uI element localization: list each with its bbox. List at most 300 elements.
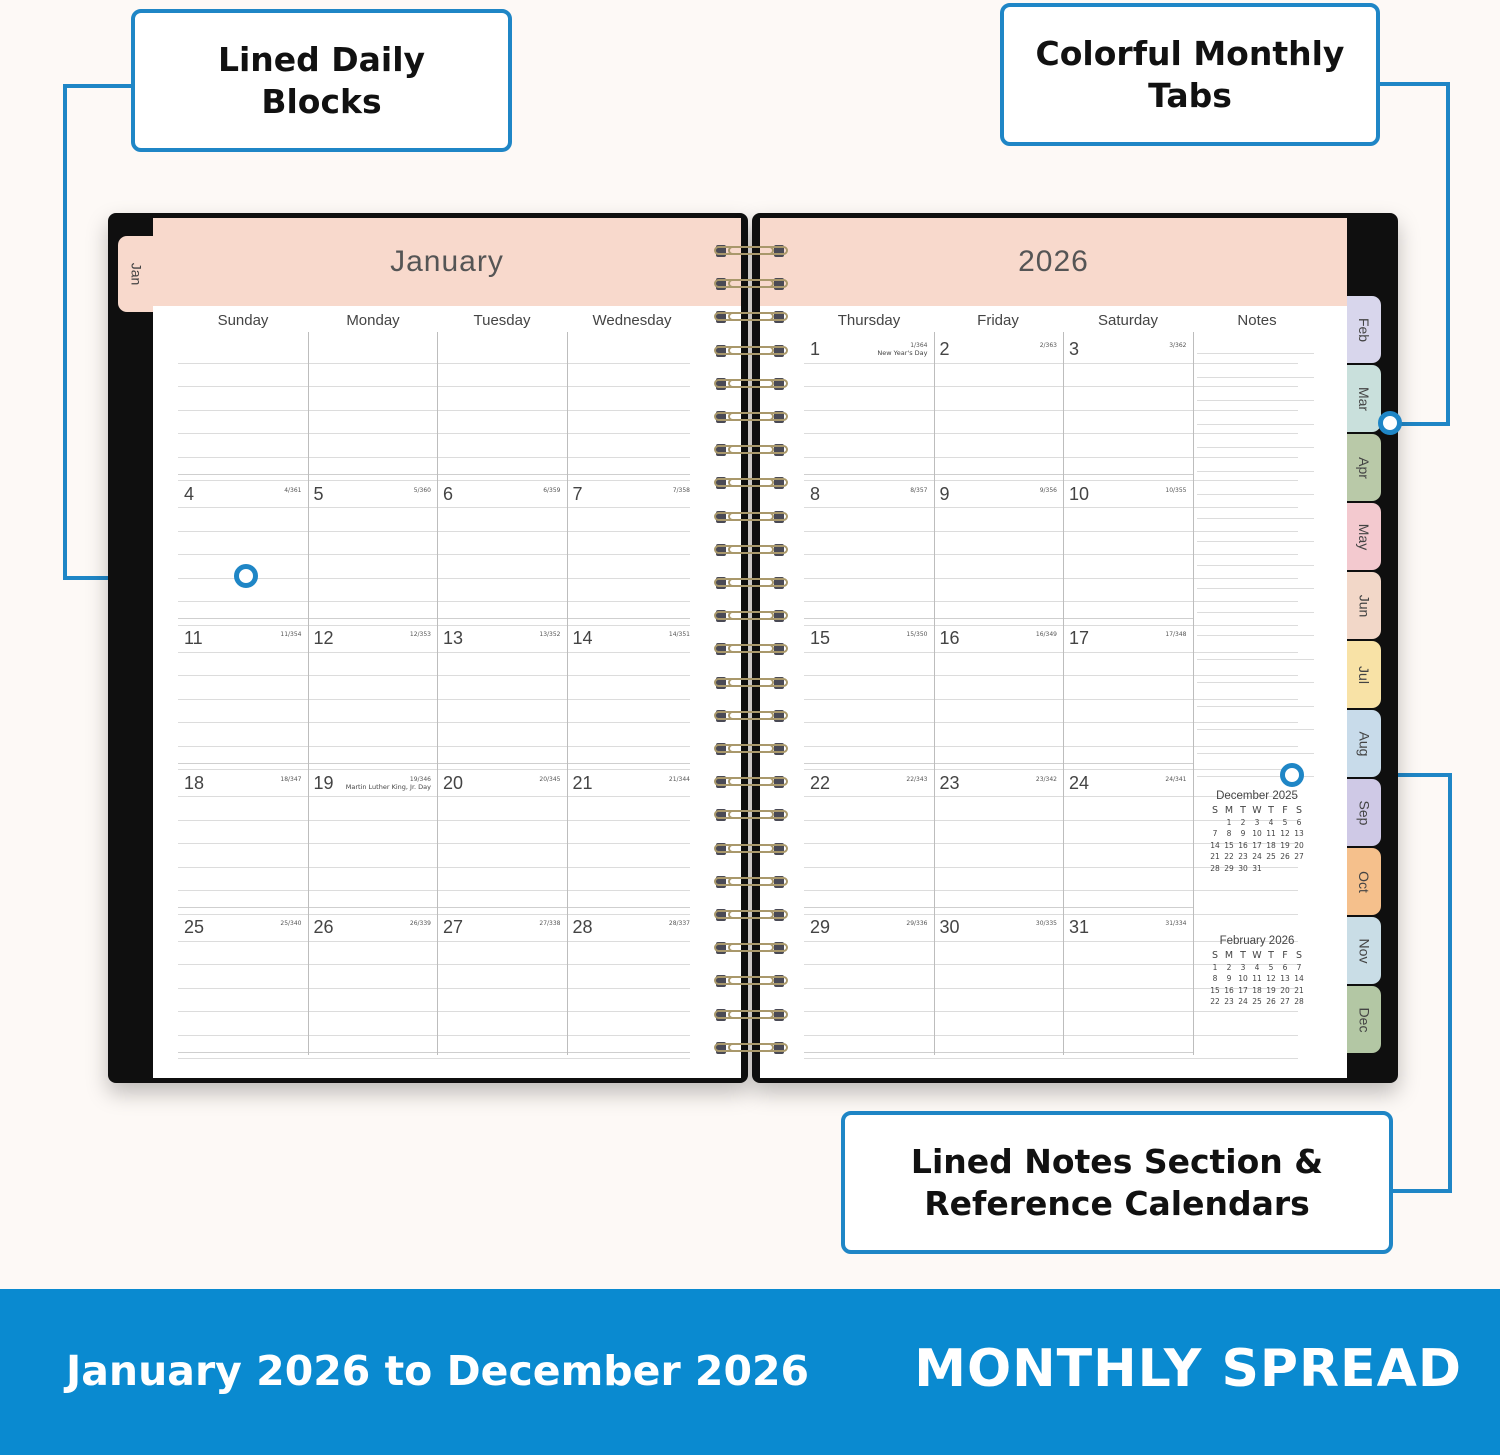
ref-day: 3 bbox=[1240, 962, 1246, 972]
tab-label: Sep bbox=[1355, 800, 1372, 825]
ref-day: 30 bbox=[1238, 863, 1248, 873]
spiral-coil bbox=[714, 642, 788, 656]
column-divider bbox=[1193, 332, 1194, 1055]
week-divider bbox=[804, 618, 1193, 619]
ruled-line bbox=[178, 433, 690, 434]
tab-jan[interactable] bbox=[118, 236, 154, 312]
dayname-tuesday: Tuesday bbox=[473, 312, 531, 329]
day-number: 30 bbox=[939, 917, 960, 937]
ref-weekday: M bbox=[1224, 805, 1234, 817]
callout-notes-section bbox=[841, 1111, 1393, 1254]
ruled-line bbox=[178, 410, 690, 411]
column-divider bbox=[1063, 332, 1064, 1055]
day-count: 14/351 bbox=[668, 631, 690, 638]
ruled-line bbox=[178, 722, 690, 723]
week-divider bbox=[804, 763, 1193, 764]
spiral-coil bbox=[714, 974, 788, 988]
ruled-line bbox=[804, 769, 1298, 770]
ref-weekday: T bbox=[1268, 950, 1274, 962]
day-count: 22/343 bbox=[906, 775, 928, 783]
spiral-coil bbox=[714, 808, 788, 822]
tab-jul[interactable] bbox=[1347, 641, 1381, 708]
tab-mar[interactable] bbox=[1347, 365, 1381, 432]
tab-label: Apr bbox=[1355, 456, 1372, 479]
day-number: 14 bbox=[572, 628, 593, 648]
callout-lined-daily-blocks-text: Lined Daily Blocks bbox=[217, 39, 426, 121]
tab-dec[interactable] bbox=[1347, 986, 1381, 1053]
ref-calendar-february-2026 bbox=[1200, 935, 1314, 1008]
ref-calendar-title: February 2026 bbox=[1219, 935, 1295, 947]
ref-day: 28 bbox=[1210, 863, 1220, 873]
banner-title: MONTHLY SPREAD bbox=[914, 1339, 1462, 1399]
notes-line bbox=[1197, 424, 1315, 425]
ruled-line bbox=[178, 796, 690, 797]
ref-day: 8 bbox=[1212, 974, 1218, 984]
ruled-line bbox=[804, 746, 1298, 747]
ref-day: 31 bbox=[1252, 863, 1262, 873]
column-divider bbox=[934, 332, 935, 1055]
ruled-line bbox=[178, 820, 690, 821]
connector-tabs-2 bbox=[1446, 82, 1450, 426]
dayname-sunday: Sunday bbox=[217, 312, 269, 329]
ref-day: 21 bbox=[1210, 852, 1220, 862]
notes-line bbox=[1197, 400, 1315, 401]
day-number: 31 bbox=[1069, 917, 1090, 937]
spiral-coil bbox=[714, 609, 788, 623]
ref-day: 2 bbox=[1240, 817, 1246, 827]
day-count: 20/345 bbox=[539, 775, 561, 783]
day-count: 12/353 bbox=[409, 631, 431, 638]
spiral-coil bbox=[714, 443, 788, 457]
ref-day: 2 bbox=[1226, 962, 1232, 972]
day-count: 31/334 bbox=[1165, 920, 1187, 927]
day-number: 15 bbox=[810, 628, 831, 648]
connector-notes-2 bbox=[1448, 773, 1452, 1193]
tab-label: Mar bbox=[1356, 386, 1372, 411]
ref-day: 9 bbox=[1226, 974, 1232, 984]
connector-daily-2 bbox=[63, 84, 67, 580]
notes-line bbox=[1197, 659, 1315, 660]
ref-day: 23 bbox=[1224, 997, 1234, 1007]
day-count: 13/352 bbox=[539, 631, 561, 638]
connector-tabs-3 bbox=[1398, 422, 1450, 426]
day-number: 18 bbox=[184, 772, 205, 793]
notes-line bbox=[1197, 612, 1315, 613]
spiral-coil bbox=[714, 543, 788, 557]
callout-dot-tabs bbox=[1378, 411, 1402, 435]
day-count: 28/337 bbox=[668, 920, 690, 927]
year-header bbox=[760, 218, 1347, 306]
ref-day: 16 bbox=[1238, 840, 1248, 850]
month-header bbox=[153, 218, 741, 306]
ref-weekday: S bbox=[1295, 950, 1303, 962]
ruled-line bbox=[804, 722, 1298, 723]
spiral-coil bbox=[714, 875, 788, 889]
dayname-friday: Friday bbox=[977, 312, 1019, 329]
day-count: 3/362 bbox=[1169, 342, 1187, 349]
spiral-coil bbox=[714, 775, 788, 789]
day-count: 18/347 bbox=[280, 775, 302, 783]
callout-monthly-tabs bbox=[1000, 3, 1380, 146]
ref-day: 12 bbox=[1280, 829, 1290, 839]
ruled-line bbox=[178, 531, 690, 532]
ref-day bbox=[1292, 863, 1306, 875]
spiral-coil bbox=[714, 908, 788, 922]
tab-oct[interactable] bbox=[1347, 848, 1381, 915]
day-number: 28 bbox=[572, 917, 593, 937]
ref-day: 5 bbox=[1268, 962, 1274, 972]
ruled-line bbox=[178, 769, 690, 770]
tab-label: Nov bbox=[1356, 938, 1372, 963]
dayname-monday: Monday bbox=[346, 312, 400, 329]
ref-day: 15 bbox=[1210, 985, 1220, 995]
day-number: 16 bbox=[939, 628, 960, 648]
day-count: 9/356 bbox=[1039, 486, 1057, 494]
ref-day: 19 bbox=[1266, 985, 1276, 995]
ruled-line bbox=[804, 625, 1298, 626]
ref-weekday: S bbox=[1211, 805, 1219, 817]
week-divider bbox=[804, 907, 1193, 908]
ruled-line bbox=[178, 941, 690, 942]
ref-day: 4 bbox=[1268, 817, 1274, 827]
tab-aug[interactable] bbox=[1347, 710, 1381, 777]
ref-weekday: W bbox=[1252, 805, 1262, 817]
ruled-line bbox=[804, 531, 1298, 532]
ruled-line bbox=[178, 480, 690, 481]
ruled-line bbox=[804, 1011, 1298, 1012]
column-divider bbox=[308, 332, 309, 1055]
ruled-line bbox=[178, 890, 690, 891]
day-number: 9 bbox=[939, 483, 950, 504]
day-number: 20 bbox=[443, 772, 464, 793]
ref-day: 19 bbox=[1280, 840, 1290, 850]
day-number: 12 bbox=[313, 628, 334, 648]
ref-day: 1 bbox=[1226, 817, 1232, 827]
day-count: 6/359 bbox=[543, 486, 561, 494]
spiral-coil bbox=[714, 1041, 788, 1055]
day-count: 4/361 bbox=[284, 486, 302, 494]
ref-day: 7 bbox=[1212, 829, 1218, 839]
ruled-line bbox=[804, 890, 1298, 891]
connector-tabs-1 bbox=[1378, 82, 1450, 86]
left-page bbox=[153, 218, 741, 1078]
callout-monthly-tabs-text: Colorful Monthly Tabs bbox=[1035, 33, 1345, 115]
ruled-line bbox=[178, 1035, 690, 1036]
ref-day: 20 bbox=[1280, 985, 1290, 995]
ref-day: 16 bbox=[1224, 985, 1234, 995]
tab-label: Jul bbox=[1356, 665, 1372, 684]
day-number: 27 bbox=[443, 917, 464, 937]
ruled-line bbox=[178, 363, 690, 364]
day-number: 25 bbox=[184, 917, 205, 937]
day-number: 21 bbox=[572, 772, 593, 793]
notes-line bbox=[1197, 565, 1315, 566]
day-number: 8 bbox=[810, 483, 821, 504]
ref-calendar-title: December 2025 bbox=[1216, 790, 1298, 802]
spiral-coil bbox=[714, 709, 788, 723]
day-number: 29 bbox=[810, 917, 831, 937]
notes-line bbox=[1197, 588, 1315, 589]
ref-day: 24 bbox=[1252, 852, 1262, 862]
day-count: 17/348 bbox=[1165, 631, 1187, 638]
callout-dot-notes bbox=[1280, 763, 1304, 787]
ruled-line bbox=[178, 964, 690, 965]
day-count: 25/340 bbox=[280, 920, 302, 927]
ref-day: 10 bbox=[1238, 974, 1248, 984]
banner-date-range: January 2026 to December 2026 bbox=[66, 1347, 810, 1395]
callout-lined-daily-blocks bbox=[131, 9, 512, 152]
month-title: January bbox=[390, 245, 504, 278]
tab-feb[interactable] bbox=[1347, 296, 1381, 363]
day-count: 8/357 bbox=[910, 486, 928, 494]
ref-weekday: T bbox=[1240, 950, 1246, 962]
spiral-coil bbox=[714, 676, 788, 690]
ref-day: 4 bbox=[1254, 962, 1260, 972]
ref-day bbox=[1278, 863, 1292, 875]
ruled-line bbox=[804, 675, 1298, 676]
ruled-line bbox=[178, 914, 690, 915]
day-count: 23/342 bbox=[1035, 775, 1057, 783]
day-count: 7/358 bbox=[672, 486, 690, 494]
ref-day: 1 bbox=[1212, 962, 1218, 972]
ref-day: 23 bbox=[1238, 852, 1248, 862]
ref-day: 21 bbox=[1294, 985, 1304, 995]
spiral-coil bbox=[714, 842, 788, 856]
ref-day: 24 bbox=[1238, 997, 1248, 1007]
ruled-line bbox=[178, 746, 690, 747]
year-title: 2026 bbox=[1018, 245, 1089, 278]
ruled-line bbox=[804, 507, 1298, 508]
ruled-line bbox=[178, 1058, 690, 1059]
ref-day: 22 bbox=[1210, 997, 1220, 1007]
ruled-line bbox=[178, 675, 690, 676]
tab-apr[interactable] bbox=[1347, 434, 1381, 501]
day-count: 29/336 bbox=[906, 920, 928, 927]
dayname-saturday: Saturday bbox=[1097, 312, 1159, 329]
day-number: 10 bbox=[1069, 483, 1090, 504]
notes-line bbox=[1197, 706, 1315, 707]
ruled-line bbox=[804, 652, 1298, 653]
connector-notes-3 bbox=[1391, 1189, 1452, 1193]
ref-day: 25 bbox=[1266, 852, 1276, 862]
week-divider bbox=[804, 474, 1193, 475]
day-count: 5/360 bbox=[413, 486, 431, 494]
column-divider bbox=[567, 332, 568, 1055]
holiday-label: Martin Luther King, Jr. Day bbox=[345, 782, 431, 791]
day-count: 1/364 bbox=[910, 342, 928, 349]
ref-day: 29 bbox=[1224, 863, 1234, 873]
week-divider bbox=[804, 1052, 1193, 1053]
notes-line bbox=[1197, 753, 1315, 754]
spiral-coil bbox=[714, 277, 788, 291]
day-count: 11/354 bbox=[280, 631, 302, 638]
right-page bbox=[760, 218, 1347, 1078]
ref-day: 11 bbox=[1252, 974, 1262, 984]
day-number: 19 bbox=[313, 772, 334, 793]
spiral-coil bbox=[714, 310, 788, 324]
spiral-coil bbox=[714, 510, 788, 524]
spiral-coil bbox=[714, 576, 788, 590]
ruled-line bbox=[178, 1011, 690, 1012]
tab-label: Dec bbox=[1356, 1007, 1372, 1032]
ref-day: 17 bbox=[1252, 840, 1262, 850]
day-count: 26/339 bbox=[409, 920, 431, 927]
ref-day: 22 bbox=[1224, 852, 1234, 862]
tab-sep[interactable] bbox=[1347, 779, 1381, 846]
ref-weekday: S bbox=[1295, 805, 1303, 817]
ruled-line bbox=[804, 578, 1298, 579]
ruled-line bbox=[804, 433, 1298, 434]
ruled-line bbox=[804, 386, 1298, 387]
ruled-line bbox=[804, 601, 1298, 602]
ref-weekday: T bbox=[1240, 805, 1246, 817]
day-count: 19/346 bbox=[409, 775, 431, 783]
notes-line bbox=[1197, 729, 1315, 730]
tab-may[interactable] bbox=[1347, 503, 1381, 570]
tab-label: Oct bbox=[1356, 870, 1372, 893]
ref-day: 26 bbox=[1280, 852, 1290, 862]
day-number: 6 bbox=[443, 483, 454, 504]
ruled-line bbox=[178, 386, 690, 387]
ruled-line bbox=[804, 363, 1298, 364]
ruled-line bbox=[178, 507, 690, 508]
day-count: 10/355 bbox=[1165, 486, 1187, 494]
ref-day bbox=[1264, 863, 1278, 875]
spiral-coil bbox=[714, 410, 788, 424]
notes-line bbox=[1197, 353, 1315, 354]
ref-day: 27 bbox=[1294, 852, 1304, 862]
ruled-line bbox=[178, 625, 690, 626]
day-number: 3 bbox=[1069, 339, 1080, 359]
ref-calendar-table bbox=[1208, 950, 1306, 1008]
spiral-coil bbox=[714, 1008, 788, 1022]
spiral-coil bbox=[714, 344, 788, 358]
ref-day: 18 bbox=[1266, 840, 1276, 850]
ref-weekday: F bbox=[1282, 950, 1288, 962]
spiral-coil bbox=[714, 476, 788, 490]
ruled-line bbox=[178, 867, 690, 868]
ruled-line bbox=[804, 914, 1298, 915]
column-divider bbox=[437, 332, 438, 1055]
day-count: 24/341 bbox=[1165, 775, 1187, 783]
tab-jan-label: Jan bbox=[127, 262, 144, 286]
ref-calendar-december-2025 bbox=[1200, 790, 1314, 874]
ref-day: 13 bbox=[1294, 829, 1304, 839]
day-number: 26 bbox=[313, 917, 334, 937]
ref-day: 27 bbox=[1280, 997, 1290, 1007]
week-divider bbox=[178, 907, 690, 908]
day-number: 22 bbox=[810, 772, 831, 793]
day-count: 21/344 bbox=[668, 775, 690, 783]
ref-day: 8 bbox=[1226, 829, 1232, 839]
day-number: 2 bbox=[939, 339, 950, 359]
ref-day: 20 bbox=[1294, 840, 1304, 850]
ref-day: 6 bbox=[1282, 962, 1288, 972]
ref-day: 15 bbox=[1224, 840, 1234, 850]
ref-day: 14 bbox=[1294, 974, 1304, 984]
day-number: 17 bbox=[1069, 628, 1090, 648]
ref-day: 11 bbox=[1266, 829, 1276, 839]
holiday-label: New Year's Day bbox=[877, 349, 928, 357]
ref-weekday: M bbox=[1224, 950, 1234, 962]
ref-day: 13 bbox=[1280, 974, 1290, 984]
ref-weekday: W bbox=[1252, 950, 1262, 962]
week-divider bbox=[178, 1052, 690, 1053]
ruled-line bbox=[178, 652, 690, 653]
ruled-line bbox=[178, 554, 690, 555]
tab-label: May bbox=[1355, 523, 1372, 550]
week-divider bbox=[178, 474, 690, 475]
ruled-line bbox=[804, 1058, 1298, 1059]
ref-day: 26 bbox=[1266, 997, 1276, 1007]
ruled-line bbox=[178, 699, 690, 700]
notes-line bbox=[1197, 635, 1315, 636]
ruled-line bbox=[804, 554, 1298, 555]
day-count: 15/350 bbox=[906, 631, 928, 638]
week-divider bbox=[178, 618, 690, 619]
ruled-line bbox=[178, 843, 690, 844]
ref-day: 17 bbox=[1238, 985, 1248, 995]
ruled-line bbox=[804, 457, 1298, 458]
ruled-line bbox=[804, 410, 1298, 411]
day-number: 23 bbox=[939, 772, 960, 793]
tab-jun[interactable] bbox=[1347, 572, 1381, 639]
spiral-coil bbox=[714, 742, 788, 756]
tab-label: Aug bbox=[1355, 731, 1372, 756]
notes-line bbox=[1197, 494, 1315, 495]
ref-day: 18 bbox=[1252, 985, 1262, 995]
day-count: 16/349 bbox=[1035, 631, 1057, 638]
spiral-coil bbox=[714, 244, 788, 258]
ref-day: 12 bbox=[1266, 974, 1276, 984]
day-number: 1 bbox=[810, 339, 821, 359]
ref-day bbox=[1208, 817, 1222, 829]
ref-day: 6 bbox=[1296, 817, 1302, 827]
notes-line bbox=[1197, 682, 1315, 683]
ref-day: 28 bbox=[1294, 997, 1304, 1007]
ref-day: 25 bbox=[1252, 997, 1262, 1007]
ref-day: 5 bbox=[1282, 817, 1288, 827]
tab-label: Feb bbox=[1356, 317, 1372, 342]
notes-line bbox=[1197, 518, 1315, 519]
ref-day: 7 bbox=[1296, 962, 1302, 972]
day-count: 2/363 bbox=[1039, 342, 1057, 349]
ref-day: 9 bbox=[1240, 829, 1246, 839]
day-number: 4 bbox=[184, 483, 195, 504]
notes-line bbox=[1197, 447, 1315, 448]
ref-calendar-table bbox=[1208, 805, 1306, 874]
day-number: 5 bbox=[313, 483, 324, 504]
callout-notes-section-text: Lined Notes Section & Reference Calendars bbox=[910, 1141, 1324, 1223]
day-number: 24 bbox=[1069, 772, 1090, 793]
ref-day: 3 bbox=[1254, 817, 1260, 827]
dayname-notes: Notes bbox=[1237, 312, 1277, 329]
notes-line bbox=[1197, 471, 1315, 472]
tab-nov[interactable] bbox=[1347, 917, 1381, 984]
day-number: 7 bbox=[572, 483, 583, 504]
notes-line bbox=[1197, 541, 1315, 542]
ref-day: 14 bbox=[1210, 840, 1220, 850]
ref-weekday: T bbox=[1268, 805, 1274, 817]
week-divider bbox=[178, 763, 690, 764]
ruled-line bbox=[804, 1035, 1298, 1036]
day-count: 30/335 bbox=[1035, 920, 1057, 927]
ruled-line bbox=[178, 457, 690, 458]
callout-dot-daily bbox=[234, 564, 258, 588]
ref-day: 10 bbox=[1252, 829, 1262, 839]
ref-weekday: S bbox=[1211, 950, 1219, 962]
ruled-line bbox=[178, 988, 690, 989]
